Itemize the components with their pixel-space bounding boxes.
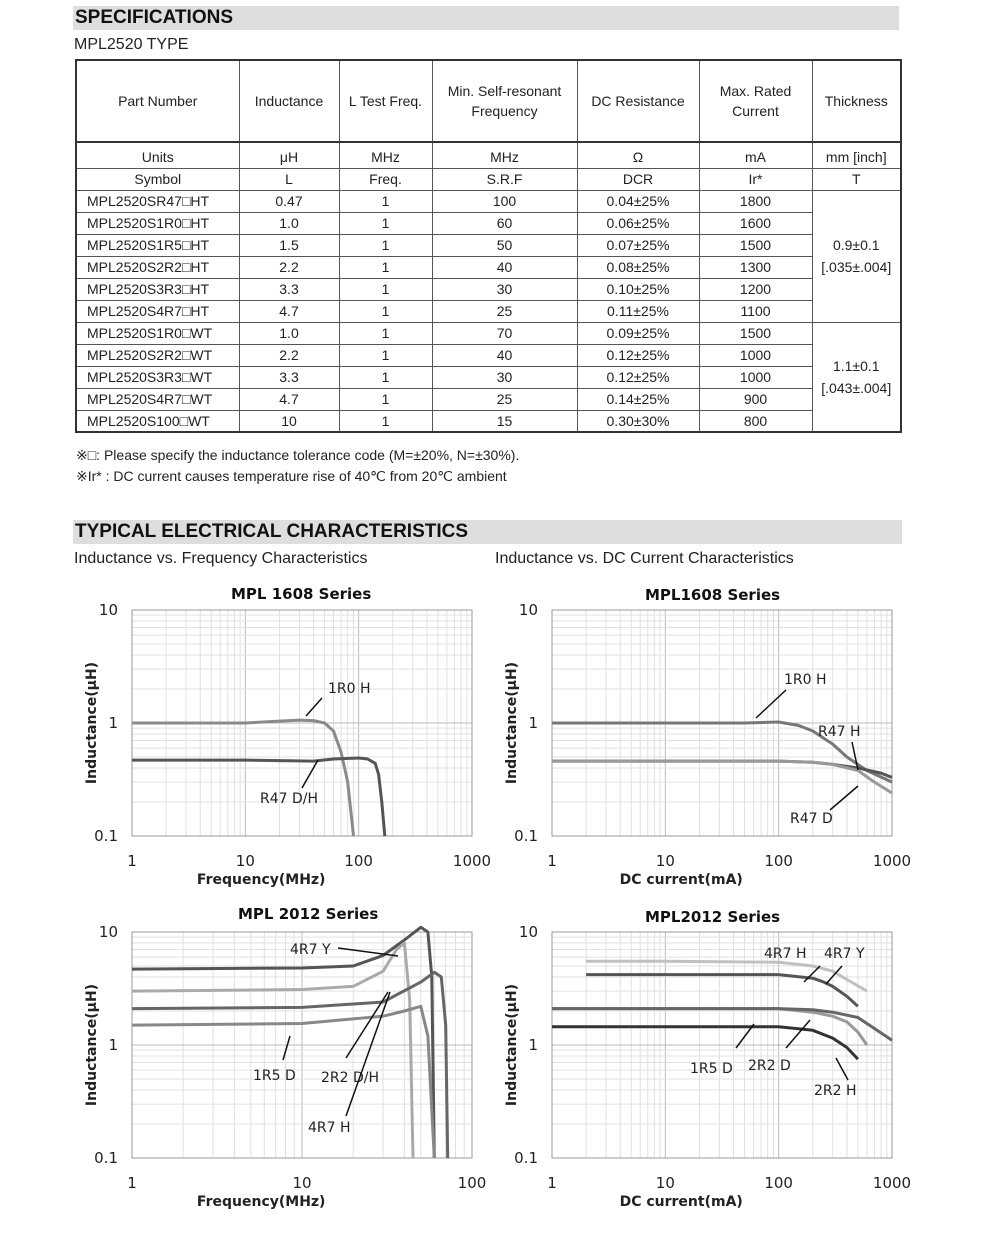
table-cell: 40: [432, 344, 577, 366]
table-cell: 1: [339, 234, 432, 256]
series-line: [132, 972, 448, 1158]
header-thickness: Thickness: [812, 60, 901, 142]
table-row: [76, 388, 901, 410]
table-row: [76, 278, 901, 300]
table-cell: 1: [339, 366, 432, 388]
thickness-value: 0.9±0.1: [832, 237, 880, 253]
thickness-value: [.035±.004]: [821, 259, 892, 275]
freq-subheading: Inductance vs. Frequency Characteristics: [74, 550, 368, 567]
table-cell: 25: [432, 300, 577, 322]
y-tick-label: 1: [108, 1036, 118, 1054]
x-tick-label: 100: [764, 1174, 793, 1192]
x-tick-label: 10: [655, 1174, 675, 1192]
spec-header-row: [76, 60, 901, 142]
x-tick-label: 1: [547, 852, 557, 870]
y-axis-label: Inductance(μH): [84, 983, 100, 1107]
table-cell: 0.04±25%: [577, 190, 699, 212]
thickness-value: 1.1±0.1: [832, 357, 880, 374]
units-cell: Ω: [577, 142, 699, 168]
y-tick-label: 0.1: [94, 827, 118, 845]
table-cell: 40: [432, 256, 577, 278]
table-cell: 100: [432, 190, 577, 212]
header-part-number: Part Number: [76, 60, 239, 142]
x-tick-label: 100: [457, 1174, 487, 1192]
annotation-label: 2R2 D: [748, 1058, 791, 1074]
table-row: [76, 234, 901, 256]
table-cell: 1: [339, 322, 432, 344]
symbols-cell: L: [239, 168, 339, 190]
x-tick-label: 10: [292, 1174, 312, 1192]
x-axis-label: DC current(mA): [619, 872, 743, 888]
table-cell: 25: [432, 388, 577, 410]
chart1-title: MPL 1608 Series: [231, 585, 372, 603]
table-cell: 60: [432, 212, 577, 234]
y-axis-label: Inductance(μH): [504, 983, 520, 1107]
annotation-arrow: [302, 760, 318, 788]
annotation-label: 4R7 H: [308, 1120, 351, 1136]
y-tick-label: 0.1: [514, 1149, 538, 1167]
part-number-cell: MPL2520S1R0□WT: [76, 322, 239, 344]
table-cell: 10: [239, 410, 339, 432]
table-cell: 1800: [699, 190, 812, 212]
units-cell: μH: [239, 142, 339, 168]
table-row: [76, 212, 901, 234]
table-cell: 15: [432, 410, 577, 432]
table-cell: 0.47: [239, 190, 339, 212]
table-cell: 900: [699, 388, 812, 410]
units-row: [76, 142, 901, 168]
table-cell: 0.09±25%: [577, 322, 699, 344]
table-cell: 4.7: [239, 388, 339, 410]
x-tick-label: 1: [547, 1174, 557, 1192]
spec-subheading: MPL2520 TYPE: [74, 36, 189, 53]
symbols-cell: S.R.F: [432, 168, 577, 190]
annotation-label: 2R2 D/H: [321, 1070, 380, 1086]
table-cell: 800: [699, 410, 812, 432]
x-tick-label: 10: [655, 852, 675, 870]
part-number-cell: MPL2520SR47□HT: [76, 190, 239, 212]
table-cell: 1: [339, 300, 432, 322]
table-cell: 0.30±30%: [577, 410, 699, 432]
table-row: [76, 300, 901, 322]
table-cell: 4.7: [239, 300, 339, 322]
spec-heading-bar: [73, 6, 899, 30]
x-tick-label: 1: [127, 1174, 137, 1192]
series-line: [132, 758, 385, 836]
x-tick-label: 1000: [452, 852, 492, 870]
header-rated-current: [699, 60, 812, 142]
part-number-cell: MPL2520S2R2□WT: [76, 344, 239, 366]
table-cell: 50: [432, 234, 577, 256]
table-cell: 2.2: [239, 256, 339, 278]
header-srf: [432, 60, 577, 142]
annotation-label: 4R7 Y: [824, 946, 865, 962]
chart2-title: MPL1608 Series: [645, 586, 781, 604]
table-cell: 3.3: [239, 366, 339, 388]
table-cell: 1500: [699, 234, 812, 256]
units-cell: Units: [76, 142, 239, 168]
spec-table: [75, 59, 902, 433]
table-cell: 0.14±25%: [577, 388, 699, 410]
header-rated-current-label: Max. Rated Current: [719, 83, 792, 119]
part-number-cell: MPL2520S1R0□HT: [76, 212, 239, 234]
y-axis-label: Inductance(μH): [84, 661, 100, 785]
note-tolerance: ※□: Please specify the inductance tolerance code (M=±20%, N=±30%).: [76, 447, 520, 463]
units-cell: MHz: [432, 142, 577, 168]
chart-1608-current: [490, 598, 920, 888]
table-cell: 70: [432, 322, 577, 344]
annotation-label: R47 D: [790, 811, 833, 827]
table-cell: 0.07±25%: [577, 234, 699, 256]
series-line: [552, 761, 892, 793]
y-tick-label: 10: [518, 923, 538, 941]
x-axis-label: Frequency(MHz): [196, 872, 326, 888]
annotation-label: R47 D/H: [260, 791, 319, 807]
spec-heading: SPECIFICATIONS: [75, 7, 233, 28]
y-tick-label: 10: [518, 601, 538, 619]
table-cell: 0.10±25%: [577, 278, 699, 300]
table-cell: 1500: [699, 322, 812, 344]
table-cell: 3.3: [239, 278, 339, 300]
table-cell: 0.12±25%: [577, 344, 699, 366]
table-row: [76, 322, 901, 344]
part-number-cell: MPL2520S4R7□WT: [76, 388, 239, 410]
annotation-label: 4R7 H: [764, 946, 807, 962]
part-number-cell: MPL2520S2R2□HT: [76, 256, 239, 278]
symbols-cell: Symbol: [76, 168, 239, 190]
annotation-arrow: [786, 1020, 810, 1048]
y-tick-label: 10: [98, 923, 118, 941]
table-row: [76, 410, 901, 432]
table-cell: 30: [432, 366, 577, 388]
chart-2012-current: [490, 920, 920, 1210]
symbols-cell: Freq.: [339, 168, 432, 190]
annotation-label: 1R5 D: [690, 1061, 733, 1077]
table-cell: 0.12±25%: [577, 366, 699, 388]
series-line: [586, 975, 858, 1007]
x-tick-label: 10: [235, 852, 255, 870]
y-axis-label: Inductance(μH): [504, 661, 520, 785]
table-cell: 1: [339, 410, 432, 432]
annotation-arrow: [830, 786, 858, 810]
table-cell: 1100: [699, 300, 812, 322]
x-axis-label: Frequency(MHz): [196, 1194, 326, 1210]
table-row: [76, 344, 901, 366]
x-tick-label: 1: [127, 852, 137, 870]
header-dcr: DC Resistance: [577, 60, 699, 142]
table-cell: 1: [339, 212, 432, 234]
annotation-arrow: [756, 690, 786, 718]
symbols-row: [76, 168, 901, 190]
x-tick-label: 100: [344, 852, 373, 870]
part-number-cell: MPL2520S3R3□WT: [76, 366, 239, 388]
series-line: [132, 720, 354, 836]
y-tick-label: 1: [108, 714, 118, 732]
x-axis-label: DC current(mA): [619, 1194, 743, 1210]
typical-heading: TYPICAL ELECTRICAL CHARACTERISTICS: [75, 521, 469, 542]
annotation-label: 4R7 Y: [290, 942, 331, 958]
units-cell: mA: [699, 142, 812, 168]
y-tick-label: 1: [528, 714, 538, 732]
table-cell: 1: [339, 344, 432, 366]
series-line: [552, 761, 892, 777]
y-tick-label: 0.1: [514, 827, 538, 845]
table-cell: 1.0: [239, 212, 339, 234]
chart3-title: MPL 2012 Series: [238, 905, 379, 923]
annotation-arrow: [836, 1058, 848, 1080]
table-cell: 1200: [699, 278, 812, 300]
table-cell: 0.06±25%: [577, 212, 699, 234]
table-cell: 30: [432, 278, 577, 300]
table-row: [76, 366, 901, 388]
x-tick-label: 100: [764, 852, 793, 870]
table-cell: 1000: [699, 366, 812, 388]
annotation-label: 1R0 H: [328, 681, 371, 697]
chart-1608-freq: [70, 598, 500, 888]
table-row: [76, 190, 901, 212]
typical-heading-bar: [73, 520, 902, 544]
units-cell: MHz: [339, 142, 432, 168]
x-tick-label: 1000: [872, 852, 912, 870]
annotation-label: 1R5 D: [253, 1068, 296, 1084]
table-cell: 0.11±25%: [577, 300, 699, 322]
y-tick-label: 0.1: [94, 1149, 118, 1167]
current-subheading: Inductance vs. DC Current Characteristics: [495, 550, 794, 567]
symbols-cell: Ir*: [699, 168, 812, 190]
table-row: [76, 256, 901, 278]
annotation-label: 2R2 H: [814, 1083, 857, 1099]
thickness-ht-cell: [812, 190, 901, 322]
table-cell: 1: [339, 388, 432, 410]
part-number-cell: MPL2520S4R7□HT: [76, 300, 239, 322]
thickness-wt-cell: [812, 322, 901, 432]
x-tick-label: 1000: [872, 1174, 912, 1192]
table-cell: 0.08±25%: [577, 256, 699, 278]
grid: [132, 932, 472, 1158]
table-cell: 1600: [699, 212, 812, 234]
symbols-cell: T: [812, 168, 901, 190]
symbols-cell: DCR: [577, 168, 699, 190]
table-cell: 1: [339, 256, 432, 278]
series-line: [552, 1009, 892, 1041]
y-tick-label: 1: [528, 1036, 538, 1054]
part-number-cell: MPL2520S100□WT: [76, 410, 239, 432]
table-cell: 1.0: [239, 322, 339, 344]
note-rated-current: ※Ir* : DC current causes temperature rise of 40℃ from 20℃ ambient: [76, 468, 507, 484]
units-cell: mm [inch]: [812, 142, 901, 168]
table-cell: 1: [339, 190, 432, 212]
table-cell: 1300: [699, 256, 812, 278]
table-cell: 1: [339, 278, 432, 300]
header-inductance: Inductance: [239, 60, 339, 142]
table-cell: 2.2: [239, 344, 339, 366]
header-test-freq: L Test Freq.: [339, 60, 432, 142]
chart-2012-freq: [70, 920, 500, 1210]
part-number-cell: MPL2520S1R5□HT: [76, 234, 239, 256]
table-cell: 1.5: [239, 234, 339, 256]
thickness-value: [.043±.004]: [821, 379, 892, 396]
series-line: [552, 1027, 858, 1059]
annotation-label: 1R0 H: [784, 672, 827, 688]
table-cell: 1000: [699, 344, 812, 366]
header-srf-label: Min. Self-resonant Frequency: [447, 83, 562, 119]
y-tick-label: 10: [98, 601, 118, 619]
annotation-label: R47 H: [818, 724, 861, 740]
chart4-title: MPL2012 Series: [645, 908, 781, 926]
part-number-cell: MPL2520S3R3□HT: [76, 278, 239, 300]
